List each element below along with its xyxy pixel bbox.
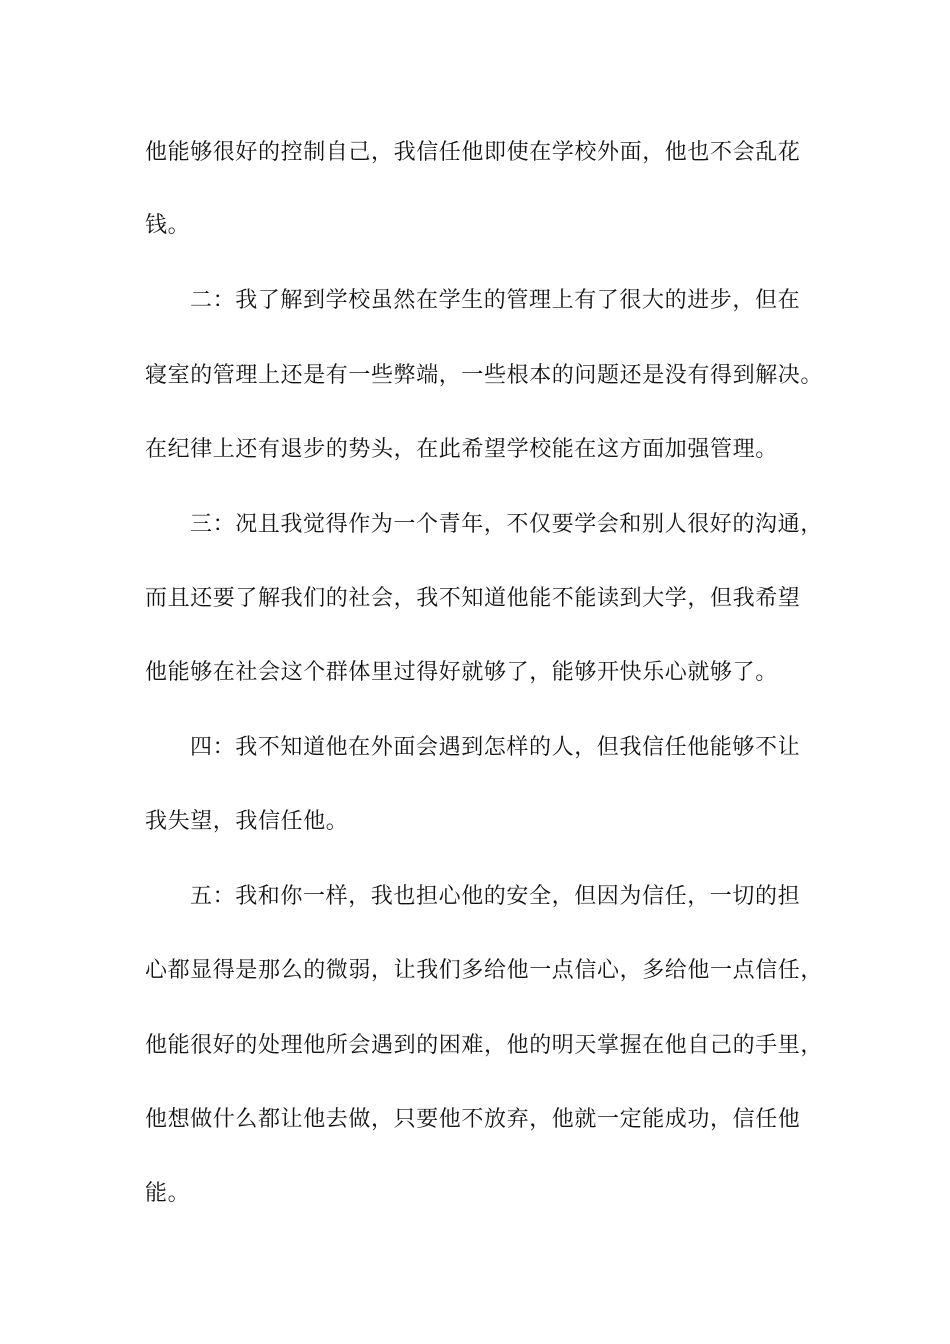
text-line: 他能够在社会这个群体里过得好就够了，能够开快乐心就够了。	[145, 660, 778, 685]
text-line: 他想做什么都让他去做，只要他不放弃，他就一定能成功，信任他	[145, 1107, 801, 1132]
text-line: 在纪律上还有退步的势头，在此希望学校能在这方面加强管理。	[145, 437, 778, 462]
paragraph-3-start: 三：况且我觉得作为一个青年，不仅要学会和别人很好的沟通，	[190, 512, 823, 537]
text-line: 他能够很好的控制自己，我信任他即使在学校外面，他也不会乱花	[145, 140, 801, 165]
text-line: 寝室的管理上还是有一些弊端，一些根本的问题还是没有得到解决。	[145, 363, 824, 388]
text-line: 我失望，我信任他。	[145, 809, 349, 834]
paragraph-2-start: 二：我了解到学校虽然在学生的管理上有了很大的进步，但在	[190, 288, 801, 313]
text-line: 心都显得是那么的微弱，让我们多给他一点信心，多给他一点信任，	[145, 958, 824, 983]
text-line: 能。	[145, 1181, 191, 1206]
paragraph-4-start: 四：我不知道他在外面会遇到怎样的人，但我信任他能够不让	[190, 735, 801, 760]
text-line: 而且还要了解我们的社会，我不知道他能不能读到大学，但我希望	[145, 586, 801, 611]
text-line: 他能很好的处理他所会遇到的困难，他的明天掌握在他自己的手里，	[145, 1033, 824, 1058]
text-line: 钱。	[145, 213, 191, 238]
paragraph-5-start: 五：我和你一样，我也担心他的安全，但因为信任，一切的担	[190, 884, 801, 909]
